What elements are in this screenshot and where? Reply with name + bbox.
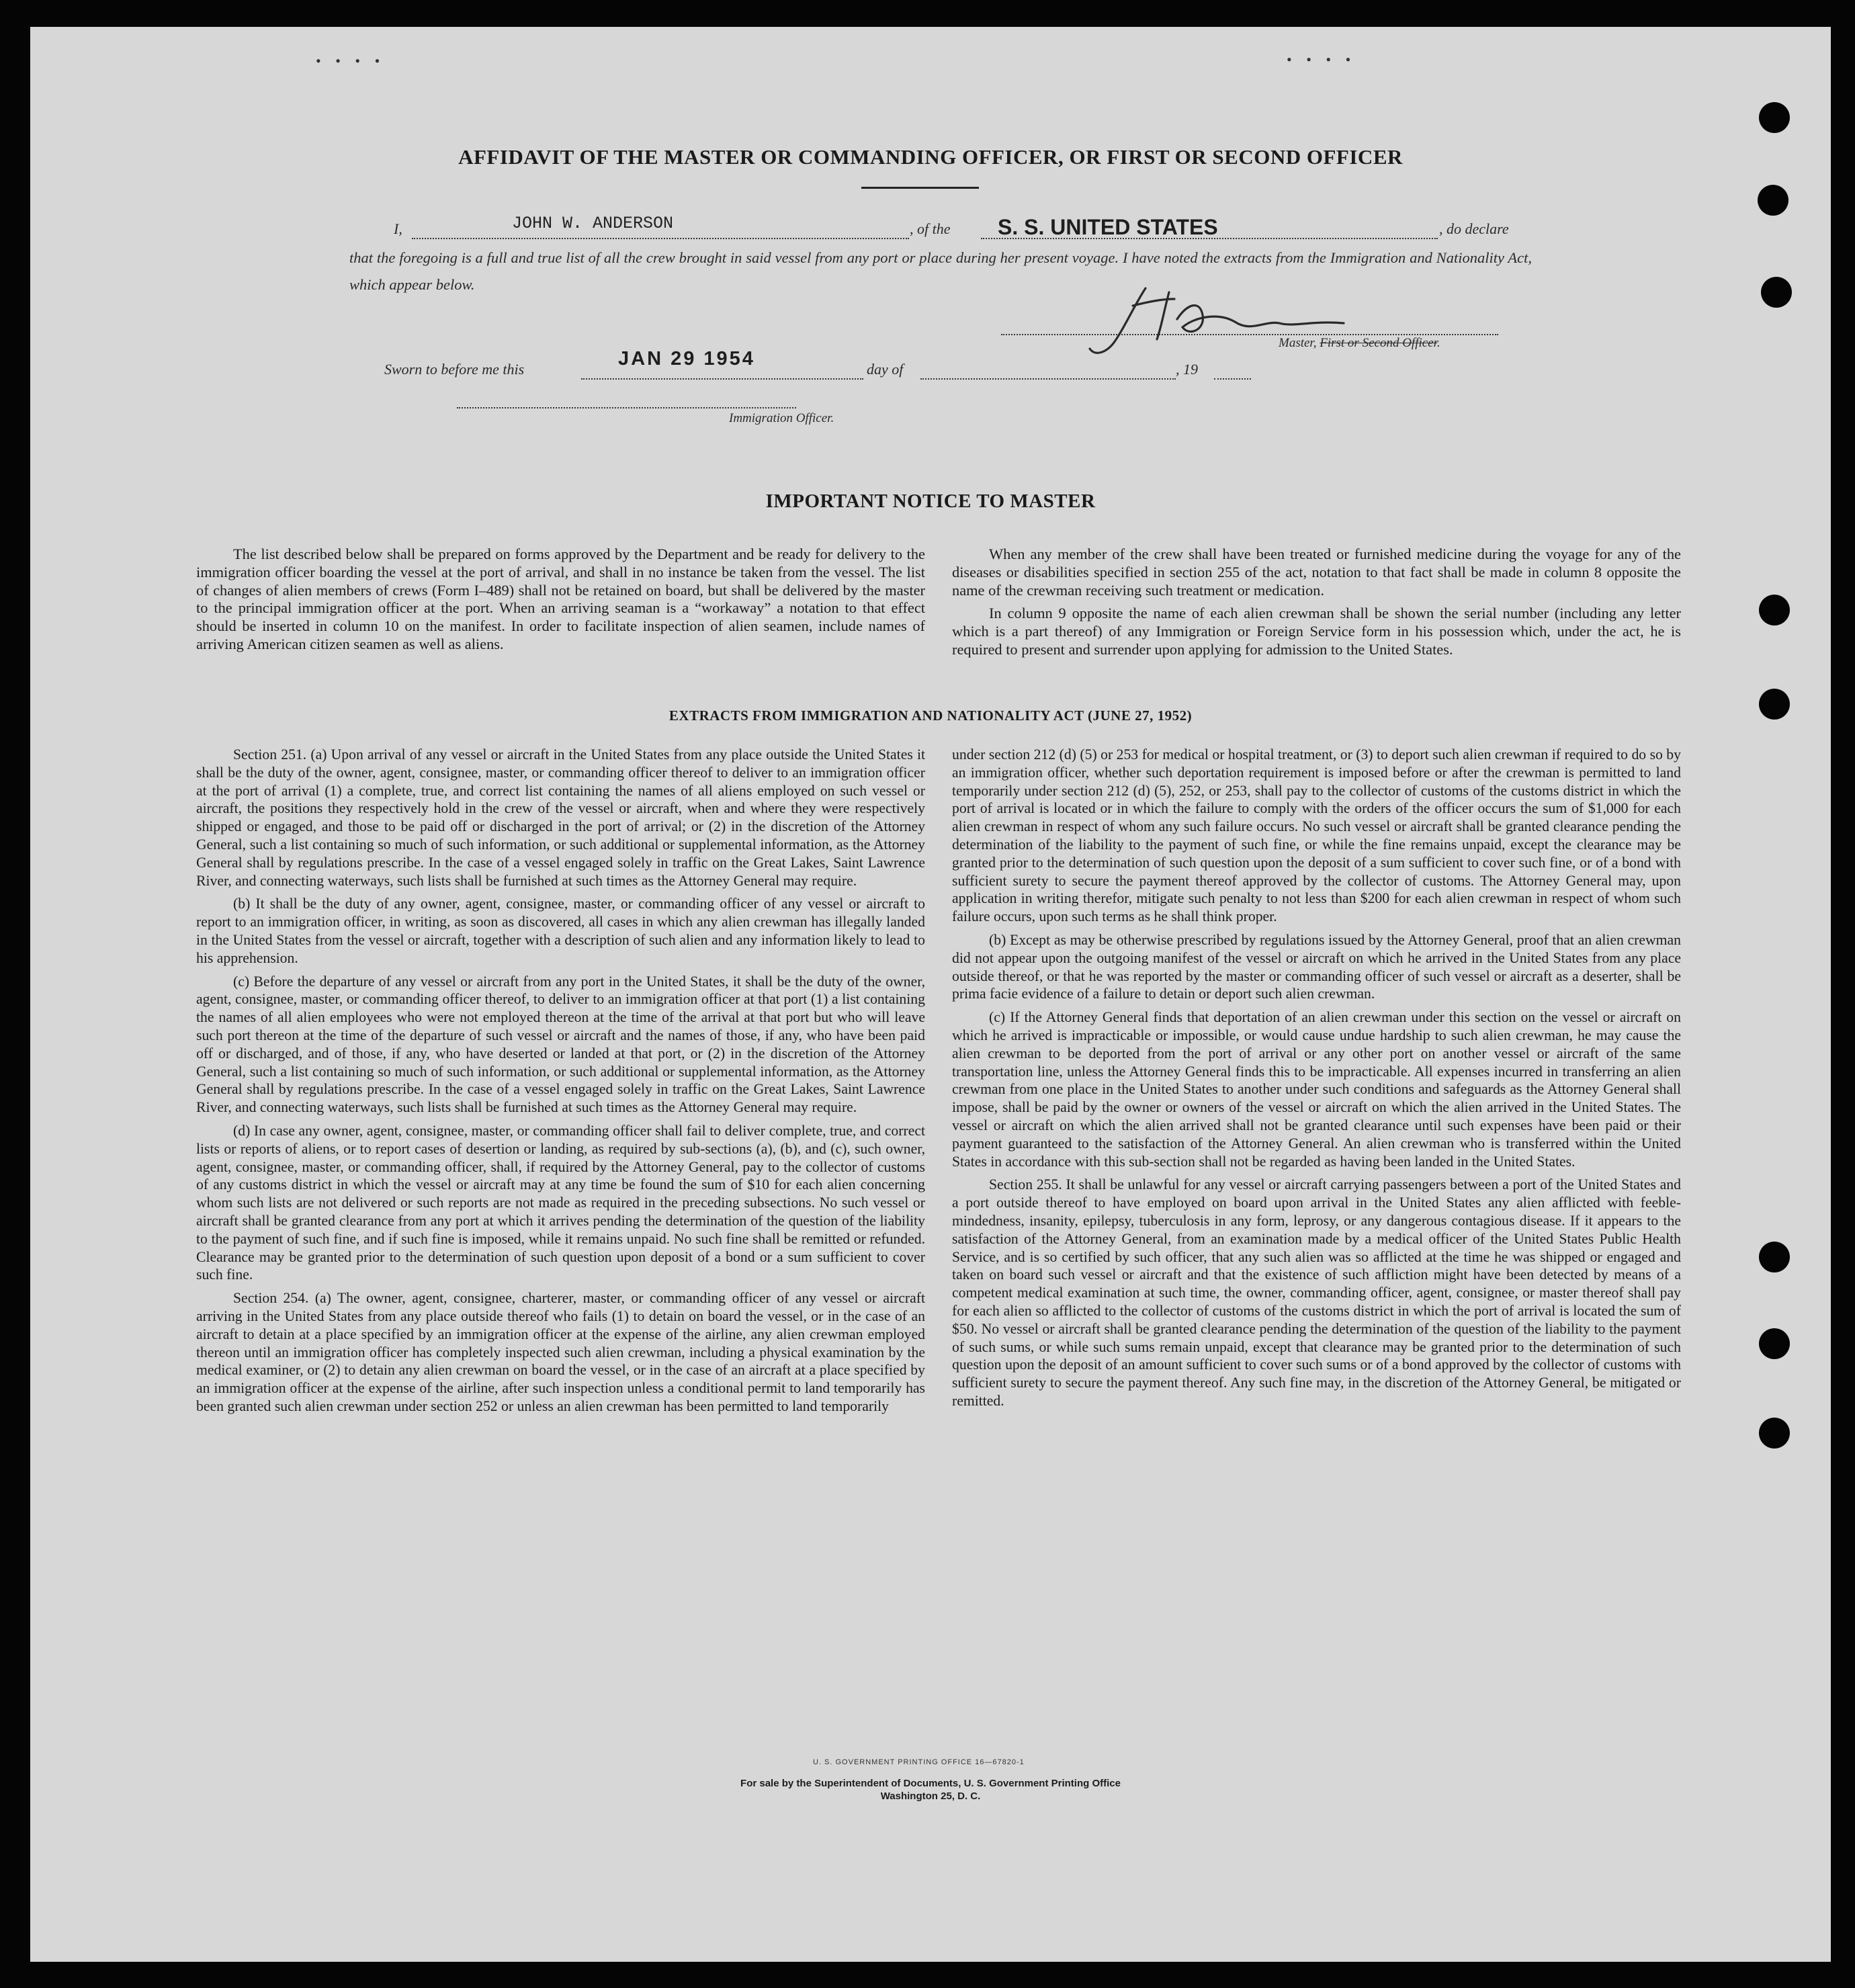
scan-specks: • • • • [1287,51,1356,68]
immigration-officer-label: Immigration Officer. [729,411,834,425]
extracts-left-paragraph: (c) Before the departure of any vessel or aircraft from any port in the United States, it shall be the duty of the owner, agent, consignee, master, or commanding officer thereof, to deliver to an immigration officer at that port (1) a list containing the names of all alien employees who were not employed thereon at the time of the arrival at that port but who will leave such port thereon at the time of the departure of such vessel or aircraft and the names of those, if any, who have been paid off or discharged, and of those, if any, who have deserted or landed at that port, or (2) in the discretion of the Attorney General, such a list containing so much of such information, or such additional or supplemental information, as the Attorney General shall by regulations prescribe. In the case of a vessel engaged solely in traffic on the Great Lakes, Saint Lawrence River, and connecting waterways, such lists shall be furnished at such times as the Attorney General may require. [196,973,925,1116]
title-rule [861,187,979,189]
sworn-date-stamp: JAN 29 1954 [618,348,755,370]
extracts-left-paragraph: (b) It shall be the duty of any owner, agent, consignee, master, or commanding officer of any vessel or aircraft to report to an immigration officer, in writing, as soon as discovered, all cases in which any alien crewman has illegally landed in the United States from the vessel or aircraft, together with a description of such alien and any information likely to lead to his apprehension. [196,896,925,966]
extracts-left-paragraph: Section 254. (a) The owner, agent, consignee, charterer, master, or commanding officer of any vessel or aircraft arriving in the United States from any place outside thereof who fails (1) to detain on board the vessel, or in the case of an aircraft to detain at a place specified by an immigration officer at the expense of the airline, any alien crewman employed thereon until an immigration officer has completely inspected such alien crewman, including a physical examination by the medical examiner, or (2) to detain any alien crewman on board the vessel, or in the case of an aircraft at a place specified by an immigration officer at the expense of the airline, after such inspection unless a conditional permit to land temporarily has been granted such alien crewman under section 252 or unless an alien crewman has been permitted to land temporarily [196,1290,925,1414]
footer-line-2: Washington 25, D. C. [880,1790,981,1802]
extracts-right-paragraph: under section 212 (d) (5) or 253 for medical or hospital treatment, or (3) to deport such alien crewman if required to do so by an immigration officer, whether such deportation requirement is imposed before or after the crewman is permitted to land temporarily under section 212 (d) (5), 252, or 253, shall pay to the collector of customs of the customs district in which the port of arrival is located or in which the failure to comply with the orders of the officer occurs the sum of $1,000 for each alien crewman in respect of whom any such failure occurs. No such vessel or aircraft shall be granted clearance pending the determination of the liability to the payment of such fine, or while the fine remains unpaid, except the clearance may be granted prior to the determination of such question upon the deposit of a sum sufficient to cover such fine, or of a bond with sufficient surety to secure the payment thereof approved by the collector of customs. The Attorney General may, upon application in writing therefor, mitigate such penalty to not less than $200 for each alien crewman in respect of whom such failure occurs, upon such terms as he shall think proper. [952,746,1681,925]
officer-name-field: JOHN W. ANDERSON [512,214,674,233]
vessel-name-field: S. S. UNITED STATES [998,215,1218,239]
notice-left-column [196,546,925,659]
punch-hole [1761,277,1792,308]
punch-hole [1759,1418,1790,1449]
notice-left-paragraph: The list described below shall be prepared on forms approved by the Department and be ready for delivery to the immigration officer boarding the vessel at the port of arrival, and shall in no instance be taken from the vessel. The list of changes of alien members of crews (Form I–489) shall not be retained on board, but shall be delivered by the master to the principal immigration officer at the port. When an arriving seaman is a “workaway” a notation to that effect should be inserted in column 10 on the manifest. In order to facilitate inspection of alien seamen, include names of arriving American citizen seamen as well as aliens. [196,546,925,652]
extracts-right-paragraph: Section 255. It shall be unlawful for any vessel or aircraft carrying passengers between a port of the United States and a port outside thereof to have employed on board upon arrival in the United States any alien afflicted with feeble-mindedness, insanity, epilepsy, tuberculosis in any form, leprosy, or any dangerous contagious disease. If it appears to the satisfaction of the Attorney General, from an examination made by a medical officer of the United States Public Health Service, and is so certified by such officer, that any such alien was so afflicted at the time he was shipped or engaged and taken on board such vessel or aircraft and that the existence of such affliction might have been detected by means of a competent medical examination at such time, the owner, commanding officer, agent, consignee, or master thereof shall pay for each alien so afflicted to the collector of customs of the customs district in which the port of arrival is located the sum of $50. No vessel or aircraft shall be granted clearance pending the determination of the question of the liability to the payment of such sums, or while such sums remain unpaid, except that clearance may be granted prior to the determination of such question upon the deposit of an amount sufficient to cover such sums or of a bond approved by the collector of customs with sufficient surety to secure the payment thereof. Any such fine may, in the discretion of the Attorney General, be mitigated or remitted. [952,1176,1681,1409]
title-period: . [1436,336,1440,350]
master-title [1279,336,1440,351]
punch-hole [1758,185,1788,216]
notice-right-paragraph: In column 9 opposite the name of each alien crewman shall be shown the serial number (including any letter which is a part thereof) of any Immigration or Foreign Service form in his possession which, under the act, he is required to present and surrender upon applying for admission to the United States. [952,605,1681,658]
extracts-left-paragraph: (d) In case any owner, agent, consignee, master, or commanding officer shall fail to deliver complete, true, and correct lists or reports of aliens, or to report cases of desertion or landing, as required by sub-sections (a), (b), and (c), such owner, agent, consignee, master, or commanding officer, shall, if required by the Attorney General, pay to the collector of customs of any customs district in which the vessel or aircraft may at any time be found the sum of $10 for each alien concerning whom such lists are not delivered or such reports are not made as required in the preceding subsections. No such vessel or aircraft shall be granted clearance from any port at which it arrives pending the determination of the question of the liability to the payment of such fine, and if such fine is imposed, while it remains unpaid. No such fine shall be remitted or refunded. Clearance may be granted prior to the determination of such question upon deposit of a bond or a sum sufficient to cover such fine. [196,1122,925,1283]
declaration-text: that the foregoing is a full and true list of all the crew brought in said vessel from any port or place during her present voyage. I have noted the extracts from the Immigration and Nationality Act, which appear below. [349,249,1532,293]
i-label: I, [394,220,402,237]
struck-officer-label: First or Second Officer [1320,336,1437,350]
immigration-officer-line [457,407,796,408]
year-label: , 19 [1176,361,1198,378]
printing-office-imprint: U. S. GOVERNMENT PRINTING OFFICE 16—67820-1 [813,1758,1025,1766]
sworn-date-line [581,378,863,380]
punch-hole [1759,102,1790,133]
do-declare-label: , do declare [1439,220,1509,237]
notice-right-paragraph: When any member of the crew shall have been treated or furnished medicine during the voyage for any of the diseases or disabilities specified in section 255 of the act, notation to that fact shall be made in column 8 opposite the name of the crewman receiving such treatment or medication. [952,546,1681,599]
document-page [30,27,1831,1962]
day-of-label: day of [867,361,904,378]
notice-right-column [952,546,1681,664]
month-line [920,378,1176,380]
year-line [1214,378,1251,380]
extracts-title: EXTRACTS FROM IMMIGRATION AND NATIONALITY ACT (JUNE 27, 1952) [668,707,1193,724]
extracts-left-paragraph: Section 251. (a) Upon arrival of any vessel or aircraft in the United States from any place outside the United States it shall be the duty of the owner, agent, consignee, master, or commanding officer thereof to deliver to an immigration officer at the port of arrival (1) a complete, true, and correct list containing the names of all aliens employed on such vessel or aircraft, the positions they respectively hold in the crew of the vessel or aircraft, when and where they were respectively shipped or engaged, and those to be paid off or discharged in the port of arrival; or (2) in the discretion of the Attorney General, such a list containing so much of such information, or such additional or supplemental information, as the Attorney General shall by regulations prescribe. In the case of a vessel engaged solely in traffic on the Great Lakes, Saint Lawrence River, and connecting waterways, such lists shall be furnished at such times as the Attorney General may require. [196,746,925,889]
extracts-left-column [196,746,925,1421]
scan-specks: • • • • [316,52,386,69]
extracts-right-column [952,746,1681,1416]
officer-name-line [412,238,909,239]
punch-hole [1759,1328,1790,1359]
extracts-right-paragraph: (c) If the Attorney General finds that deportation of an alien crewman under this section on the vessel or aircraft on which he arrived is impracticable or impossible, or would cause undue hardship to such alien crewman, he may cause the alien crewman to be deported from the port of arrival or any other port on another vessel or aircraft of the same transportation line, unless the Attorney General finds this to be impracticable. All expenses incurred in transferring an alien crewman from one place in the United States to another under such conditions and safeguards as the Attorney General shall impose, shall be paid by the owner or owners of the vessel or aircraft on which the alien arrived in the United States. The vessel or aircraft on which the alien arrived shall not be granted clearance until such expenses have been paid or their payment guaranteed to the satisfaction of the Attorney General. An alien crewman who is transferred within the United States in accordance with this sub-section shall not be regarded as having been landed in the United States. [952,1009,1681,1170]
signature [1075,279,1357,366]
master-label: Master, [1279,336,1317,350]
affidavit-title: AFFIDAVIT OF THE MASTER OR COMMANDING OFFICER, OR FIRST OR SECOND OFFICER [458,145,1403,169]
punch-hole [1759,595,1790,625]
punch-hole [1759,1242,1790,1272]
sworn-label: Sworn to before me this [384,361,525,378]
extracts-right-paragraph: (b) Except as may be otherwise prescribed by regulations issued by the Attorney General, proof that an alien crewman did not appear upon the outgoing manifest of the vessel or aircraft on which he arrived in the United States from any place outside thereof, or that he was reported by the master or commanding officer of such vessel or aircraft as a deserter, shall be prima facie evidence of a failure to detain or deport such alien crewman. [952,931,1681,1002]
sale-footer [30,1777,1831,1803]
footer-line-1: For sale by the Superintendent of Documents, U. S. Government Printing Office [740,1778,1121,1789]
of-the-label: , of the [910,220,951,237]
notice-title: IMPORTANT NOTICE TO MASTER [765,490,1096,512]
